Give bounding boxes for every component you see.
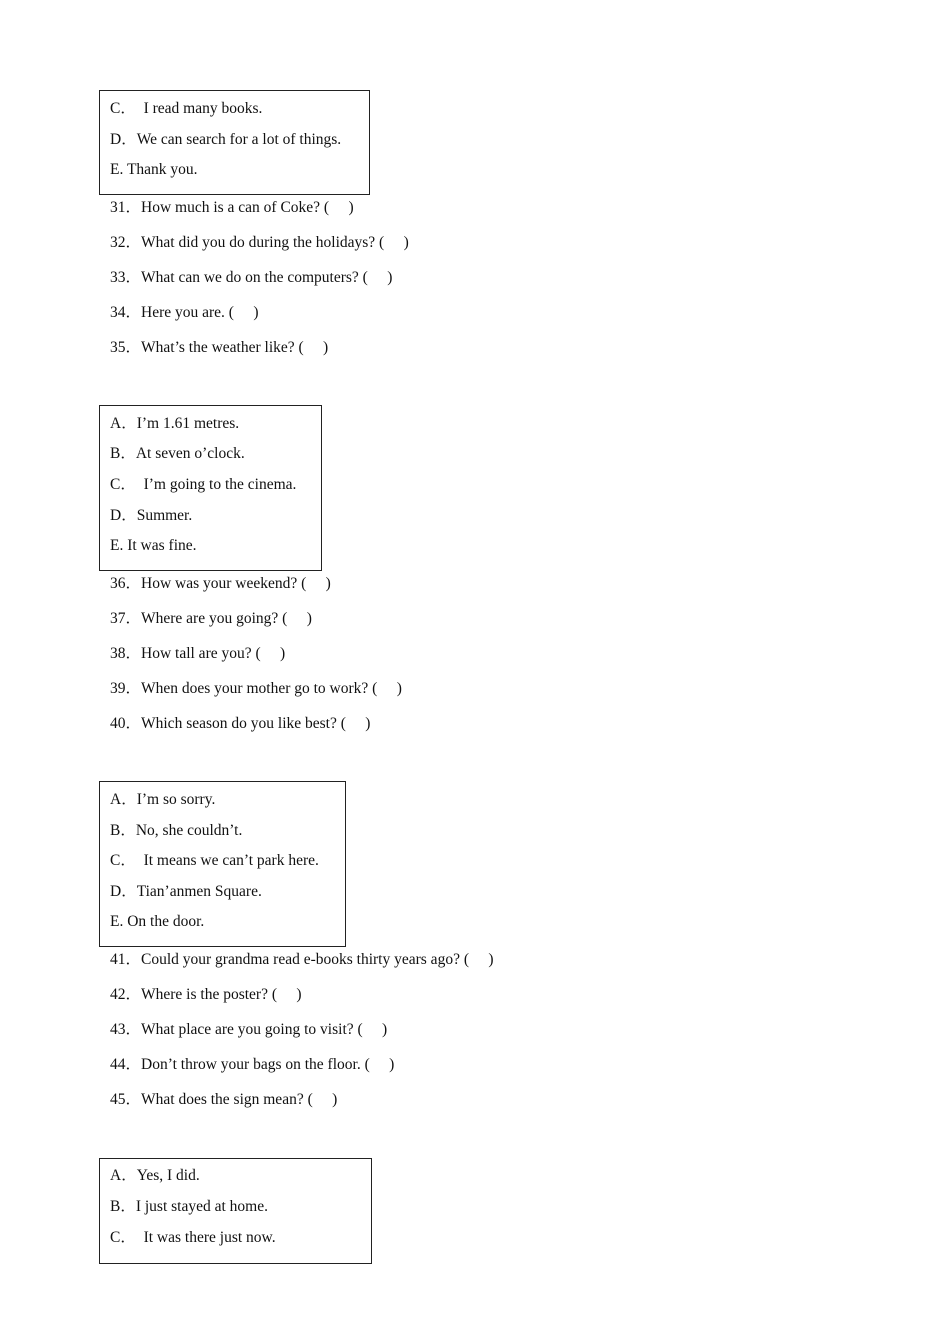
option-a: A．I’m 1.61 metres. — [110, 415, 240, 432]
options-box-4 — [99, 1158, 372, 1264]
question-37: 37．Where are you going? ( ) — [110, 610, 312, 627]
question-42: 42．Where is the poster? ( ) — [110, 986, 302, 1003]
question-43: 43．What place are you going to visit? ( ) — [110, 1021, 388, 1038]
option-b: B．I just stayed at home. — [110, 1198, 268, 1215]
option-c: C． It means we can’t park here. — [110, 852, 319, 869]
option-b: B．At seven o’clock. — [110, 445, 245, 462]
question-36: 36．How was your weekend? ( ) — [110, 575, 331, 592]
question-32: 32．What did you do during the holidays? ( ) — [110, 234, 409, 251]
option-c: C． It was there just now. — [110, 1229, 276, 1246]
question-33: 33．What can we do on the computers? ( ) — [110, 269, 393, 286]
option-e: E. On the door. — [110, 913, 205, 930]
option-e: E. It was fine. — [110, 537, 197, 554]
option-b: B．No, she couldn’t. — [110, 822, 243, 839]
question-35: 35．What’s the weather like? ( ) — [110, 339, 329, 356]
option-a: A．I’m so sorry. — [110, 791, 216, 808]
question-41: 41．Could your grandma read e-books thirty years ago? ( ) — [110, 951, 494, 968]
option-e: E. Thank you. — [110, 161, 198, 178]
option-d: D．We can search for a lot of things. — [110, 131, 342, 148]
question-34: 34．Here you are. ( ) — [110, 304, 259, 321]
question-31: 31．How much is a can of Coke? ( ) — [110, 199, 354, 216]
options-box-3 — [99, 781, 346, 947]
question-40: 40．Which season do you like best? ( ) — [110, 715, 371, 732]
option-c: C． I’m going to the cinema. — [110, 476, 297, 493]
question-39: 39．When does your mother go to work? ( ) — [110, 680, 402, 697]
option-d: D．Tian’anmen Square. — [110, 883, 262, 900]
options-box-1 — [99, 90, 370, 195]
option-a: A．Yes, I did. — [110, 1167, 200, 1184]
option-c: C． I read many books. — [110, 100, 263, 117]
question-44: 44．Don’t throw your bags on the floor. ( ) — [110, 1056, 395, 1073]
options-box-2 — [99, 405, 322, 571]
option-d: D．Summer. — [110, 507, 193, 524]
question-45: 45．What does the sign mean? ( ) — [110, 1091, 338, 1108]
question-38: 38．How tall are you? ( ) — [110, 645, 286, 662]
